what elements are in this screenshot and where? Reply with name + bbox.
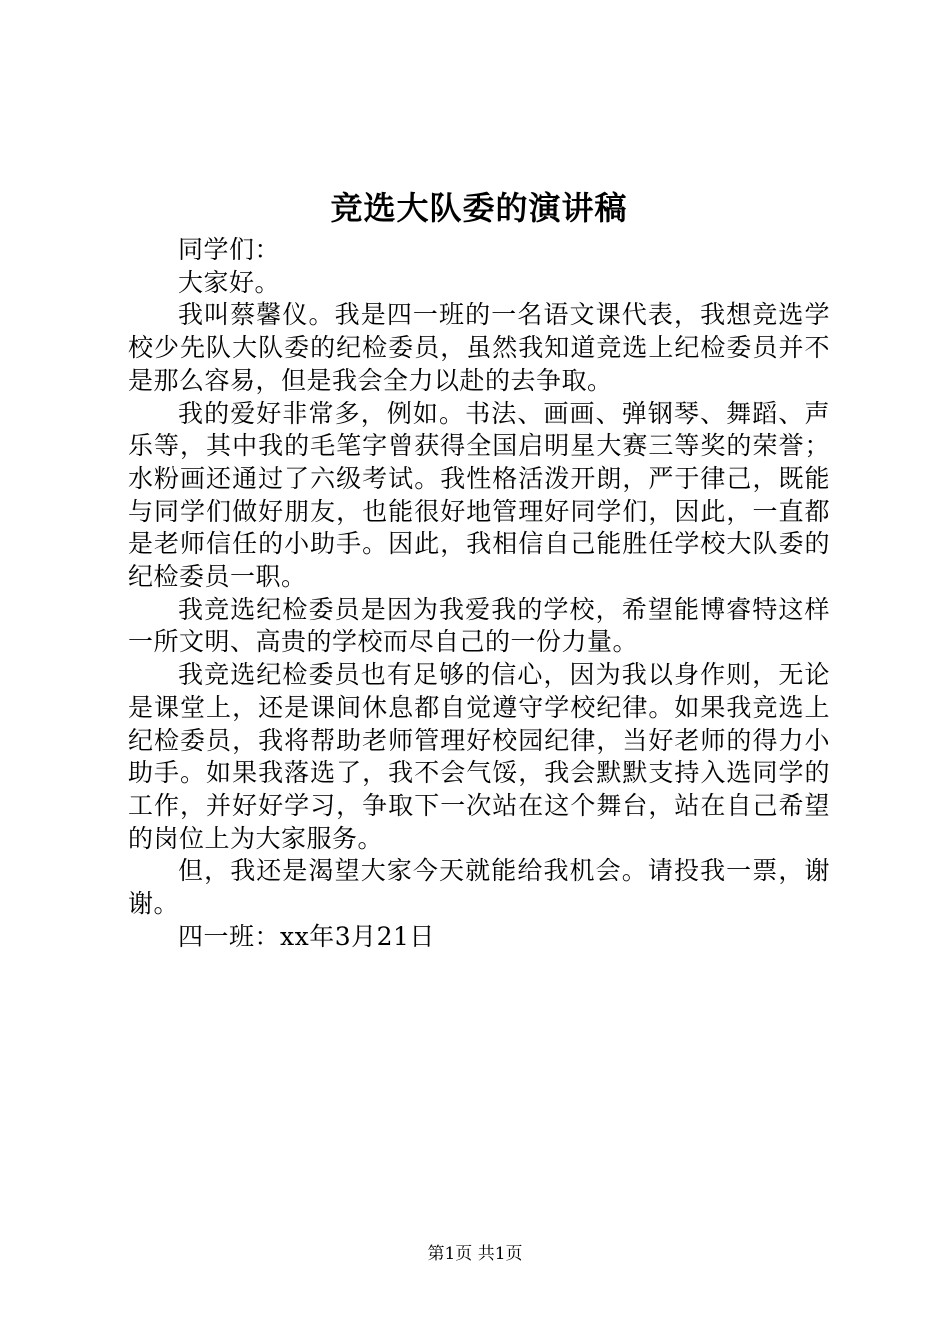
confidence-paragraph: 我竞选纪检委员也有足够的信心，因为我以身作则，无论是课堂上，还是课间休息都自觉遵守学校纪律。如果我竞选上纪检委员，我将帮助老师管理好校园纪律，当好老师的得力小助手。如果我落选了，我不会气馁，我会默默支持入选同学的工作，并好好学习，争取下一次站在这个舞台，站在自己希望的岗位上为大家服务。 bbox=[128, 660, 830, 853]
document-title: 竞选大队委的演讲稿 bbox=[330, 189, 628, 227]
motivation-paragraph: 我竞选纪检委员是因为我爱我的学校，希望能博睿特这样一所文明、高贵的学校而尽自己的一份力量。 bbox=[128, 594, 830, 657]
hobbies-paragraph: 我的爱好非常多，例如。书法、画画、弹钢琴、舞蹈、声乐等，其中我的毛笔字曾获得全国启明星大赛三等奖的荣誉；水粉画还通过了六级考试。我性格活泼开朗，严于律己，既能与同学们做好朋友，也能很好地管理好同学们，因此，一直都是老师信任的小助手。因此，我相信自己能胜任学校大队委的纪检委员一职。 bbox=[128, 398, 830, 592]
closing-paragraph: 但，我还是渴望大家今天就能给我机会。请投我一票，谢谢。 bbox=[128, 856, 830, 919]
page-number-footer: 第1页 共1页 bbox=[427, 1244, 523, 1264]
salutation-paragraph: 大家好。 bbox=[178, 267, 281, 297]
signature-date: 四一班：xx年3月21日 bbox=[178, 921, 435, 951]
introduction-paragraph: 我叫蔡馨仪。我是四一班的一名语文课代表，我想竞选学校少先队大队委的纪检委员，虽然我知道竞选上纪检委员并不是那么容易，但是我会全力以赴的去争取。 bbox=[128, 300, 830, 395]
greeting-paragraph: 同学们： bbox=[178, 235, 281, 264]
document-body bbox=[128, 186, 830, 953]
